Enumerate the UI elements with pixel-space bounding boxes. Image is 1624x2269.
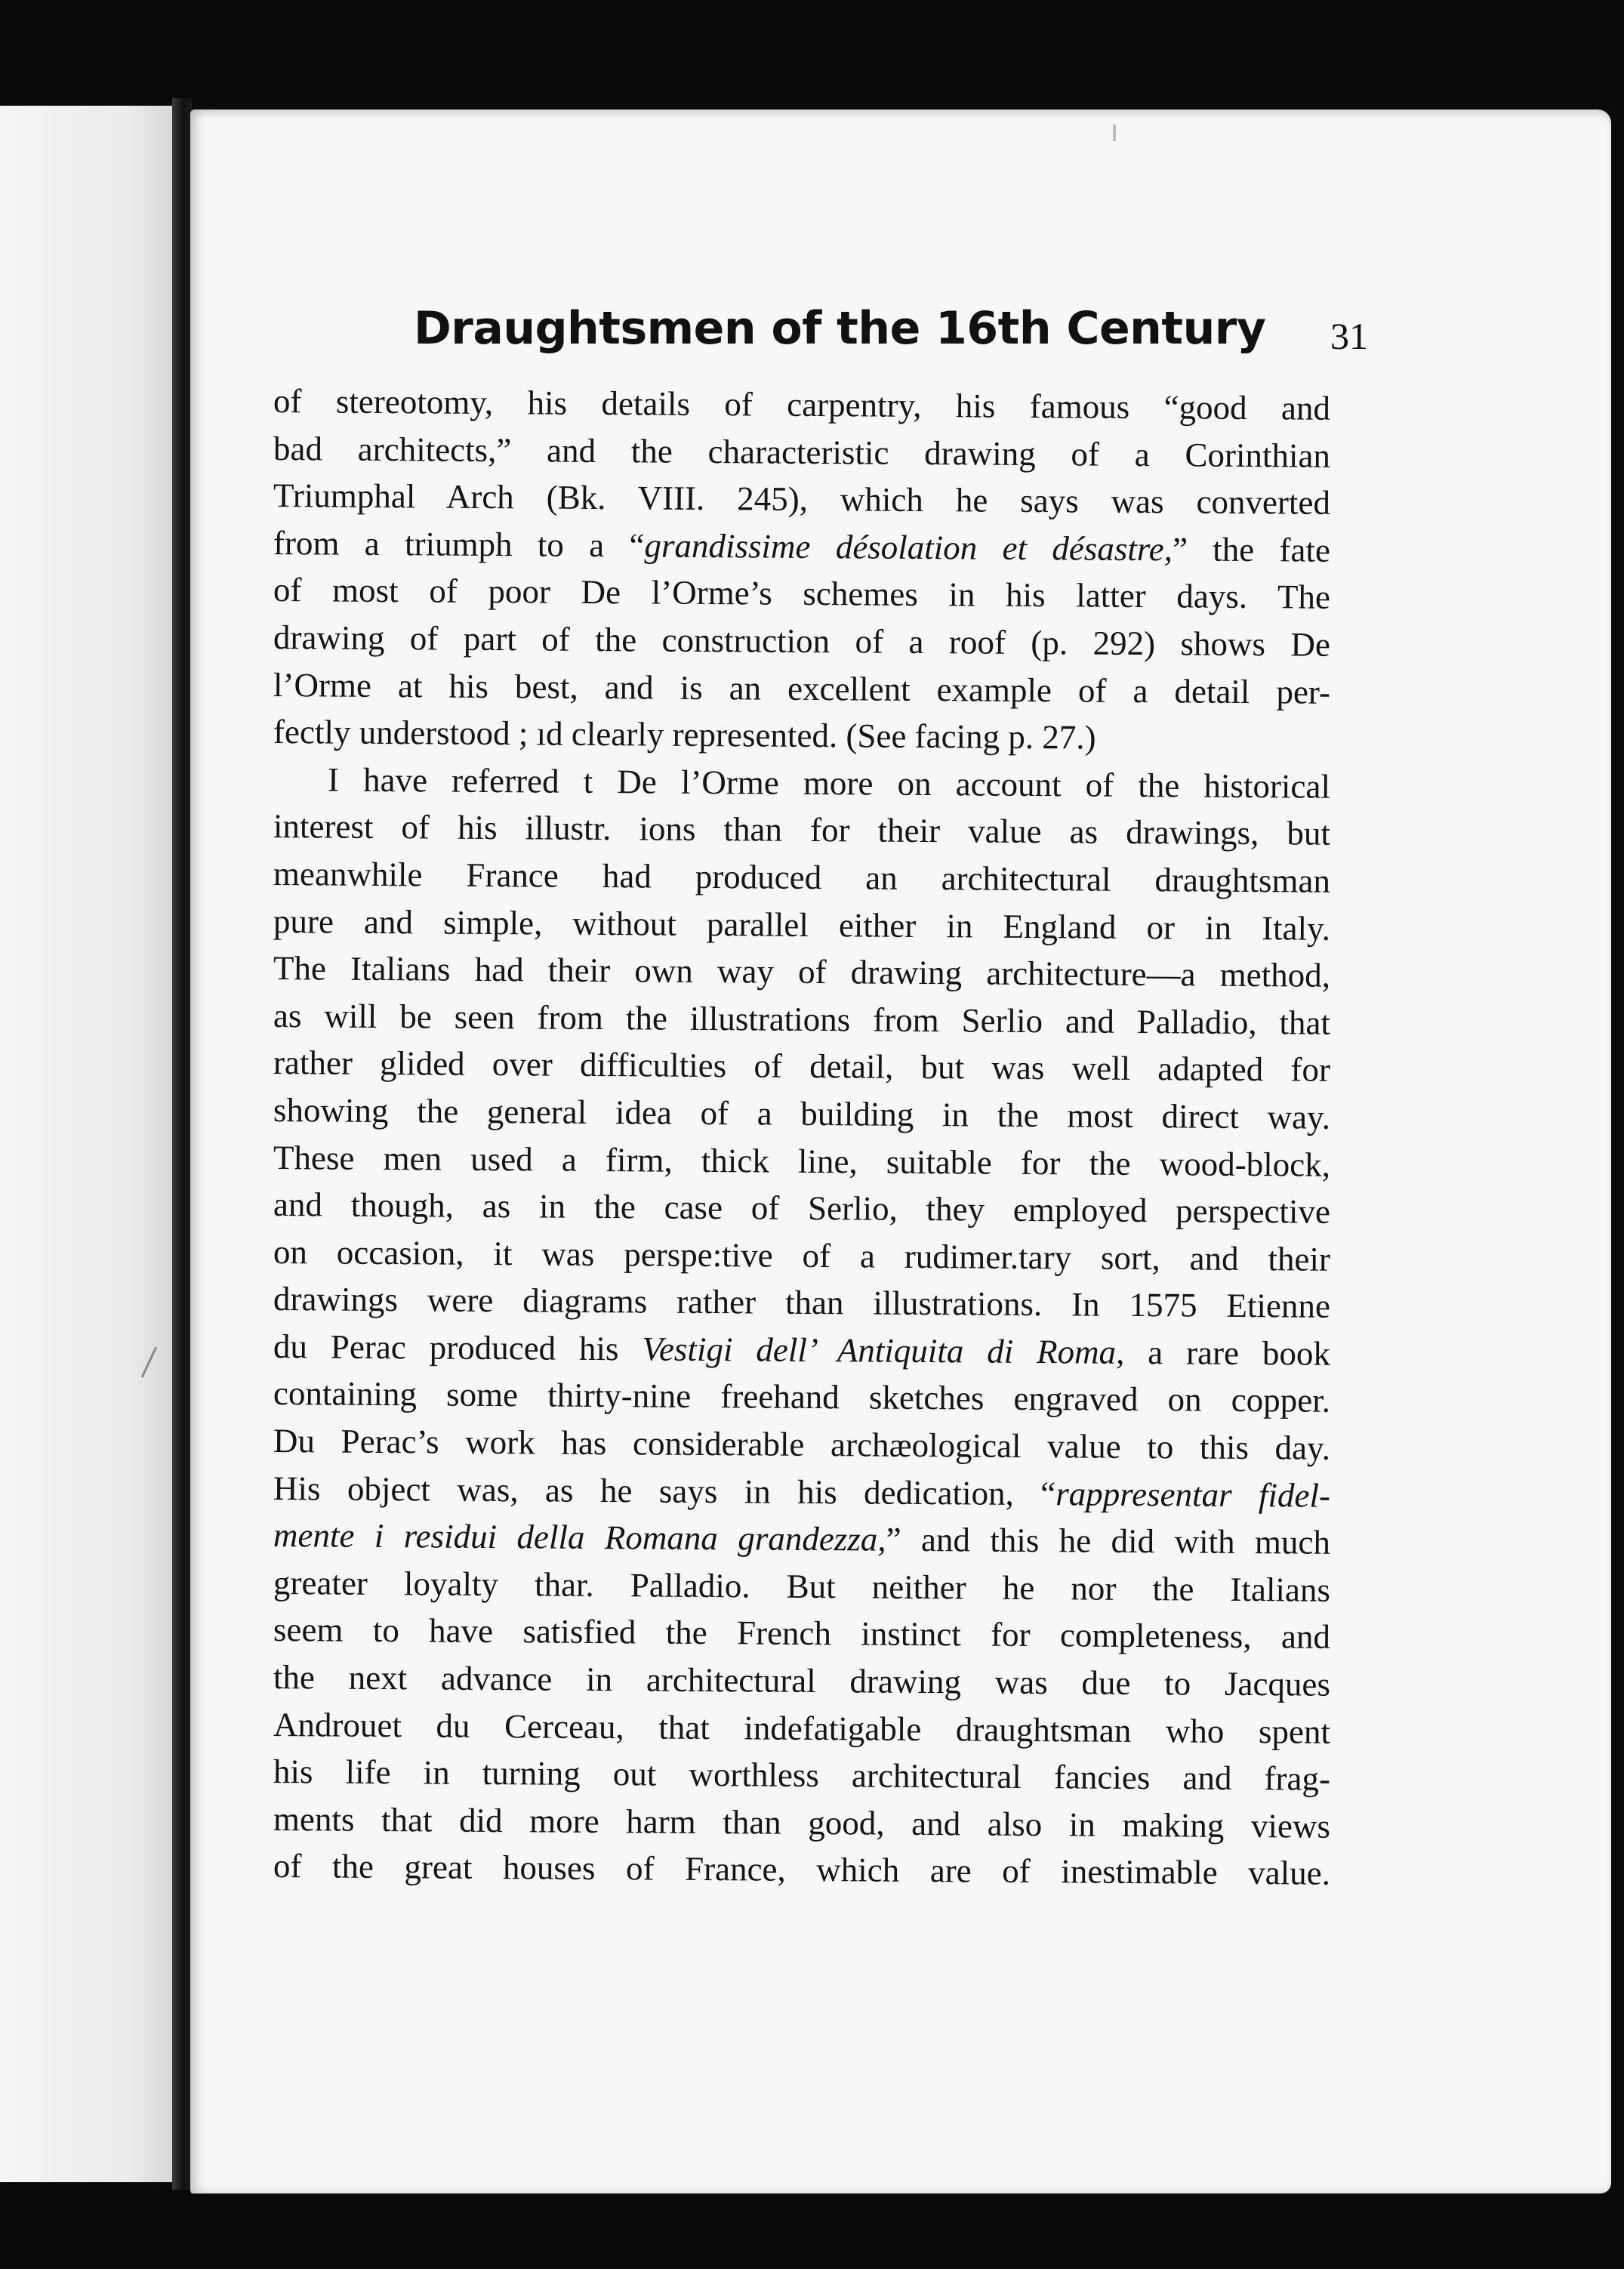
text-line: drawing of part of the construction of a roof (p. 292) shows De [273, 618, 1331, 664]
text-line: from a triumph to a “grandissime désolation et désastre,” the fate [273, 523, 1331, 569]
italic-quote: grandissime désolation et désastre, [644, 526, 1173, 569]
body-text [273, 378, 1331, 1893]
text-line: His object was, as he says in his dedication, “rappresentar fidel- [273, 1469, 1331, 1515]
text-line: du Perac produced his Vestigi dell’ Antiquita di Roma, a rare book [273, 1327, 1331, 1373]
text-line: and though, as in the case of Serlio, they employed perspective [273, 1185, 1331, 1231]
text-line: rather glided over difficulties of detail, but was well adapted for [273, 1044, 1331, 1090]
text-line: fectly understood ; ıd clearly represented. (See facing p. 27.) [273, 713, 1096, 757]
text-line: of stereotomy, his details of carpentry, his famous “good and [273, 382, 1331, 427]
running-head [226, 302, 1368, 378]
text-line: Triumphal Arch (Bk. VIII. 245), which he says was converted [273, 476, 1331, 522]
text-line: the next advance in architectural drawing was due to Jacques [273, 1658, 1331, 1703]
page-number: 31 [1330, 315, 1368, 357]
text-line: The Italians had their own way of drawing architecture—a method, [273, 949, 1331, 994]
italic-quote: mente i residui della Romana grandezza, [273, 1516, 886, 1558]
text-line: bad architects,” and the characteristic drawing of a Corinthian [273, 429, 1331, 475]
text-line: of the great houses of France, which are of inestimable value. [273, 1847, 1331, 1893]
text-line: l’Orme at his best, and is an excellent example of a detail per- [273, 665, 1331, 711]
text-line: as will be seen from the illustrations from Serlio and Palladio, that [273, 996, 1331, 1042]
text-line: meanwhile France had produced an architectural draughtsman [273, 854, 1331, 900]
text-line: seem to have satisfied the French instinct for completeness, and [273, 1611, 1331, 1657]
italic-book-title: Vestigi dell’ Antiquita di Roma, [642, 1330, 1125, 1371]
text-line: drawings were diagrams rather than illustrations. In 1575 Etienne [273, 1280, 1331, 1326]
text-line: mente i residui della Romana grandezza,” and this he did with much [273, 1516, 1331, 1562]
text-line: containing some thirty-nine freehand sketches engraved on copper. [273, 1374, 1331, 1420]
text-line: of most of poor De l’Orme’s schemes in his latter days. The [273, 571, 1331, 617]
running-title: Draughtsmen of the 16th Century [414, 302, 1266, 355]
book-gutter [172, 98, 192, 2190]
italic-quote: rappresentar fidel- [1055, 1474, 1331, 1515]
text-line: These men used a firm, thick line, suitable for the wood-block, [273, 1138, 1331, 1184]
text-line: pure and simple, without parallel either in England or in Italy. [273, 902, 1331, 948]
text-line: showing the general idea of a building in the most direct way. [273, 1090, 1331, 1136]
text-line: his life in turning out worthless architectural fancies and frag- [273, 1753, 1331, 1798]
text-line: interest of his illustr. ions than for their value as drawings, but [273, 807, 1331, 853]
text-line: Androuet du Cerceau, that indefatigable draughtsman who spent [273, 1705, 1331, 1751]
text-line: on occasion, it was perspe:tive of a rudimer.tary sort, and their [273, 1232, 1331, 1278]
text-line: Du Perac’s work has considerable archæological value to this day. [273, 1422, 1331, 1467]
text-line: ments that did more harm than good, and also in making views [273, 1799, 1331, 1845]
page-speck [1113, 125, 1116, 141]
paragraph-first-line: I have referred t De l’Orme more on account of the historical [327, 760, 1331, 806]
facing-page-edge [0, 106, 178, 2182]
text-line: greater loyalty thar. Palladio. But neither he nor the Italians [273, 1563, 1331, 1609]
